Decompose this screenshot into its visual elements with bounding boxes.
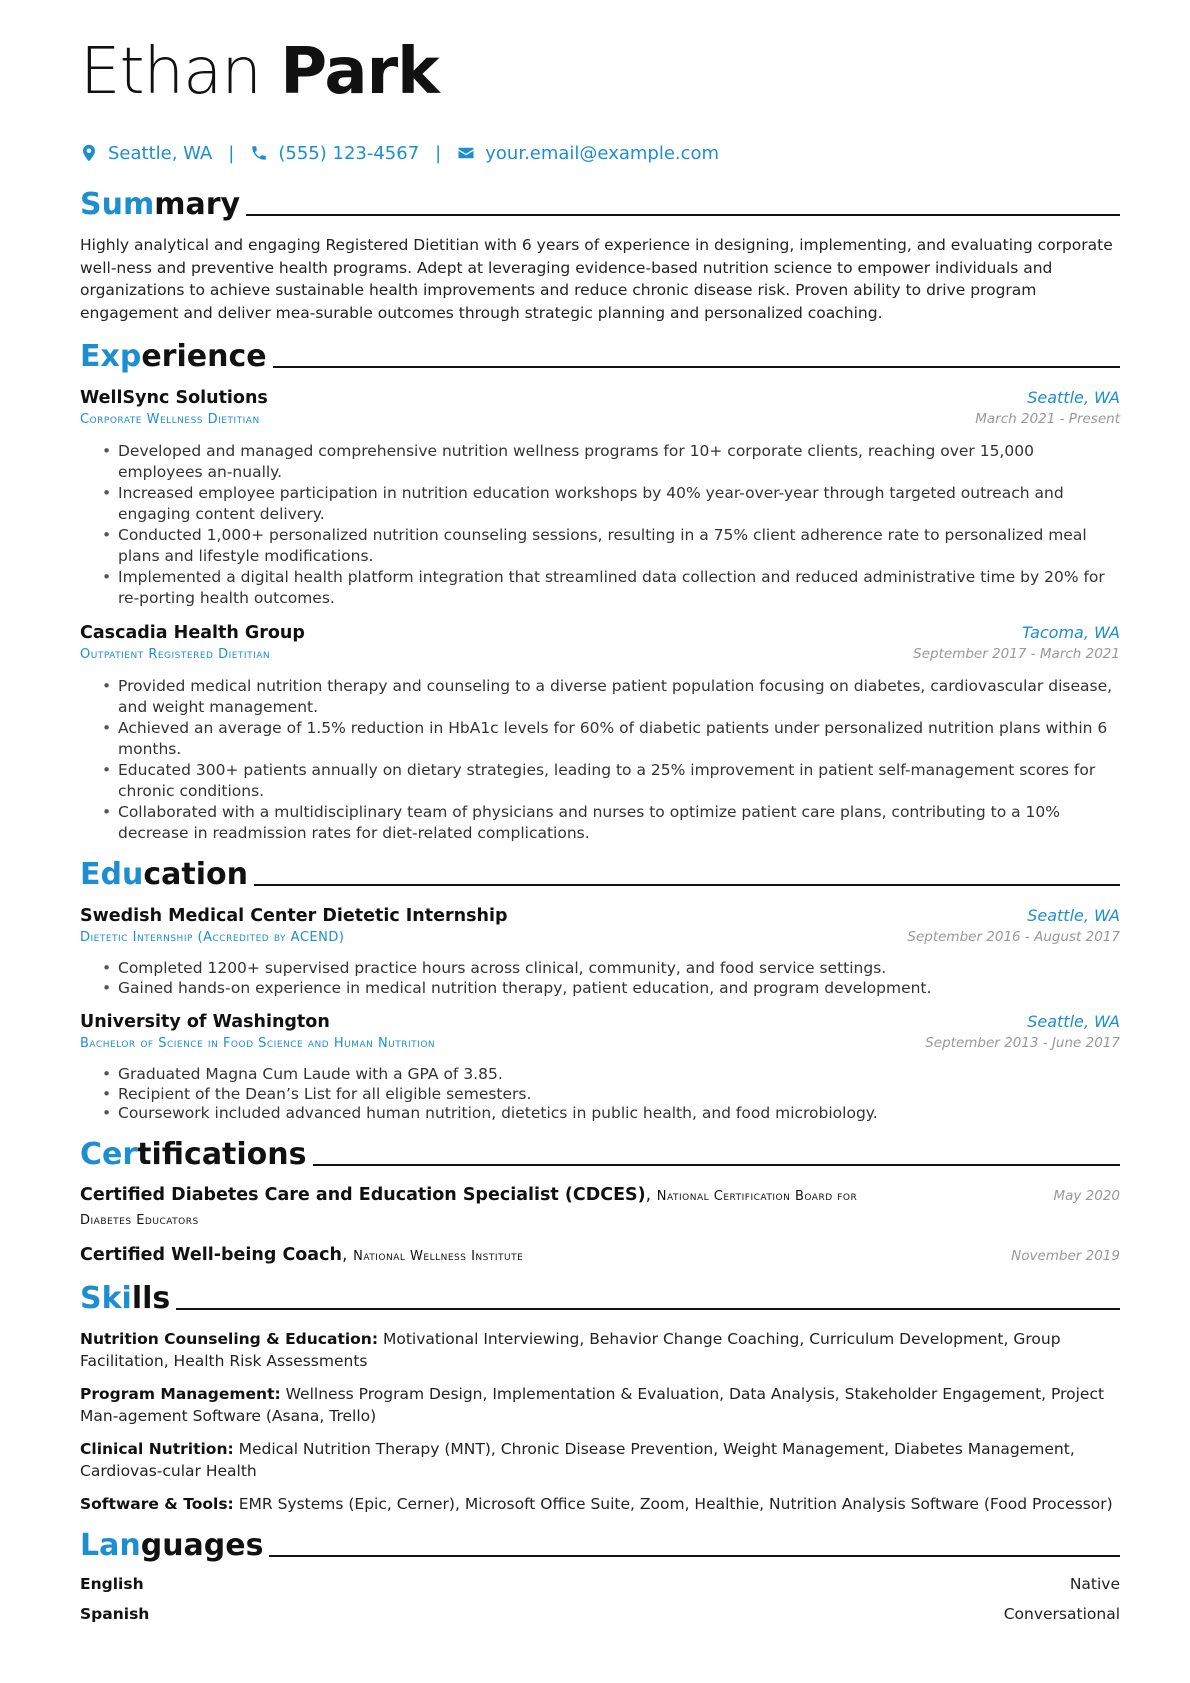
section-rule bbox=[269, 1555, 1120, 1557]
resume-page bbox=[80, 35, 1120, 1623]
heading-accent: Ski bbox=[80, 1280, 132, 1316]
languages-heading bbox=[80, 1525, 1120, 1561]
heading-accent: Lan bbox=[80, 1528, 141, 1563]
list-item: • Conducted 1,000+ personalized nutrition counseling sessions, resulting in a 75% client adherence rate to personalized meal plans and lifestyle modifications. bbox=[102, 525, 1120, 567]
contact-separator: | bbox=[435, 142, 442, 164]
cert-issuer: National Certification Board for Diabetes Educators bbox=[80, 1188, 858, 1228]
skill-row bbox=[80, 1383, 1120, 1428]
phone-text: (555) 123-4567 bbox=[278, 142, 420, 164]
heading-accent: Sum bbox=[80, 187, 155, 222]
experience-entry bbox=[80, 388, 1120, 609]
map-pin-icon bbox=[80, 144, 98, 162]
school-location: Seattle, WA bbox=[1027, 906, 1120, 925]
list-item: • Provided medical nutrition therapy and counseling to a diverse patient population focusing on diabetes, cardiovascular disease, and weight management. bbox=[102, 676, 1120, 718]
heading-rest: mary bbox=[154, 187, 241, 222]
contact-row bbox=[80, 142, 1120, 164]
section-rule bbox=[176, 1308, 1120, 1310]
experience-heading bbox=[80, 336, 1120, 372]
heading-rest: erience bbox=[141, 339, 267, 374]
org-location: Seattle, WA bbox=[1027, 388, 1120, 407]
cert-date: May 2020 bbox=[1053, 1187, 1120, 1204]
skill-row bbox=[80, 1328, 1120, 1373]
skill-label: Nutrition Counseling & Education: bbox=[80, 1329, 379, 1348]
first-name: Ethan bbox=[80, 35, 261, 109]
section-rule bbox=[254, 884, 1120, 886]
education-heading bbox=[80, 854, 1120, 890]
skill-row bbox=[80, 1493, 1120, 1516]
school-name: University of Washington bbox=[80, 1012, 330, 1032]
summary-text: Highly analytical and engaging Registered Dietitian with 6 years of experience in designing, implementing, and evaluating corporate well-ness and preventive health programs. Adept at leveraging evidence-based nutrition science to empower individuals and organizations to achieve sustainable health improvements and reduce chronic disease risk. Proven ability to drive program engagement and deliver mea-surable outcomes through strategic planning and personalized coaching. bbox=[80, 236, 1113, 322]
certification-item bbox=[80, 1184, 1120, 1232]
cert-sep: , bbox=[645, 1184, 657, 1205]
last-name: Park bbox=[280, 35, 439, 109]
heading-rest: lls bbox=[131, 1280, 171, 1316]
degree-title: Dietetic Internship (Accredited by ACEND) bbox=[80, 930, 345, 945]
skill-row bbox=[80, 1438, 1120, 1483]
org-location: Tacoma, WA bbox=[1021, 623, 1120, 642]
language-name: Spanish bbox=[80, 1605, 150, 1623]
education-entry bbox=[80, 906, 1120, 998]
list-item: • Completed 1200+ supervised practice hours across clinical, community, and food service settings. bbox=[102, 959, 1120, 979]
bullet-list bbox=[80, 441, 1120, 609]
certification-item bbox=[80, 1244, 1120, 1268]
certifications-heading bbox=[80, 1134, 1120, 1170]
contact-email[interactable] bbox=[457, 143, 719, 164]
email-text: your.email@example.com bbox=[485, 142, 720, 164]
cert-issuer: National Wellness Institute bbox=[353, 1248, 524, 1264]
education-entry bbox=[80, 1012, 1120, 1124]
bullet-list bbox=[80, 1065, 1120, 1124]
heading-accent: Cer bbox=[80, 1136, 138, 1172]
heading-rest: guages bbox=[140, 1528, 264, 1563]
list-item: • Recipient of the Dean’s List for all eligible semesters. bbox=[102, 1085, 1120, 1105]
list-item: • Coursework included advanced human nutrition, dietetics in public health, and food microbiology. bbox=[102, 1104, 1120, 1124]
skill-label: Software & Tools: bbox=[80, 1494, 234, 1513]
date-range: September 2016 - August 2017 bbox=[907, 929, 1120, 945]
contact-phone[interactable] bbox=[250, 143, 419, 164]
degree-title: Bachelor of Science in Food Science and Human Nutrition bbox=[80, 1036, 436, 1051]
date-range: September 2017 - March 2021 bbox=[913, 646, 1120, 662]
cert-name: Certified Well-being Coach bbox=[80, 1244, 342, 1265]
heading-accent: Exp bbox=[80, 339, 142, 374]
org-name: WellSync Solutions bbox=[80, 388, 268, 408]
list-item: • Graduated Magna Cum Laude with a GPA of 3.85. bbox=[102, 1065, 1120, 1085]
envelope-icon bbox=[457, 144, 475, 162]
language-row bbox=[80, 1605, 1120, 1623]
summary-heading bbox=[80, 184, 1120, 220]
skill-value: EMR Systems (Epic, Cerner), Microsoft Office Suite, Zoom, Healthie, Nutrition Analysis Software (Food Processor) bbox=[238, 1494, 1113, 1513]
language-level: Native bbox=[1069, 1575, 1120, 1593]
experience-entry bbox=[80, 623, 1120, 844]
role-title: Corporate Wellness Dietitian bbox=[80, 412, 260, 427]
cert-sep: , bbox=[341, 1244, 354, 1265]
skill-value: Medical Nutrition Therapy (MNT), Chronic Disease Prevention, Weight Management, Diabetes Management, Cardiovas-cular Health bbox=[80, 1439, 1075, 1480]
list-item: • Gained hands-on experience in medical nutrition therapy, patient education, and program development. bbox=[102, 979, 1120, 999]
list-item: • Increased employee participation in nutrition education workshops by 40% year-over-year through targeted outreach and engaging content delivery. bbox=[102, 483, 1120, 525]
date-range: September 2013 - June 2017 bbox=[925, 1035, 1120, 1051]
school-location: Seattle, WA bbox=[1027, 1012, 1120, 1031]
cert-date: November 2019 bbox=[1011, 1247, 1120, 1264]
contact-location bbox=[80, 143, 212, 164]
skill-value: Wellness Program Design, Implementation & Evaluation, Data Analysis, Stakeholder Engagement, Project Man-agement Software (Asana, Trello) bbox=[80, 1384, 1105, 1425]
candidate-name bbox=[80, 35, 1120, 116]
list-item: • Educated 300+ patients annually on dietary strategies, leading to a 25% improvement in patient self-management scores for chronic conditions. bbox=[102, 760, 1120, 802]
skill-label: Program Management: bbox=[80, 1384, 281, 1403]
skills-heading bbox=[80, 1278, 1120, 1314]
language-row bbox=[80, 1575, 1120, 1593]
list-item: • Collaborated with a multidisciplinary team of physicians and nurses to optimize patient care plans, contributing to a 10% decrease in readmission rates for diet-related complications. bbox=[102, 802, 1120, 844]
skill-value: Motivational Interviewing, Behavior Change Coaching, Curriculum Development, Group Facilitation, Health Risk Assessments bbox=[80, 1329, 1061, 1370]
section-rule bbox=[313, 1164, 1120, 1166]
language-name: English bbox=[80, 1575, 144, 1593]
contact-separator: | bbox=[228, 142, 235, 164]
heading-rest: cation bbox=[143, 857, 248, 892]
location-text: Seattle, WA bbox=[108, 142, 213, 164]
section-rule bbox=[246, 214, 1120, 216]
heading-rest: tifications bbox=[137, 1136, 307, 1172]
org-name: Cascadia Health Group bbox=[80, 623, 305, 643]
date-range: March 2021 - Present bbox=[975, 411, 1120, 427]
heading-accent: Edu bbox=[80, 857, 144, 892]
list-item: • Implemented a digital health platform integration that streamlined data collection and reduced administrative time by 20% for re-porting health outcomes. bbox=[102, 567, 1120, 609]
section-rule bbox=[273, 366, 1120, 368]
list-item: • Achieved an average of 1.5% reduction in HbA1c levels for 60% of diabetic patients under personalized nutrition plans within 6 months. bbox=[102, 718, 1120, 760]
school-name: Swedish Medical Center Dietetic Internship bbox=[80, 906, 508, 926]
cert-name: Certified Diabetes Care and Education Specialist (CDCES) bbox=[80, 1184, 646, 1205]
bullet-list bbox=[80, 959, 1120, 998]
language-level: Conversational bbox=[1003, 1605, 1120, 1623]
phone-icon bbox=[250, 144, 268, 162]
list-item: • Developed and managed comprehensive nutrition wellness programs for 10+ corporate clients, reaching over 15,000 employees an-nually. bbox=[102, 441, 1120, 483]
bullet-list bbox=[80, 676, 1120, 844]
role-title: Outpatient Registered Dietitian bbox=[80, 647, 271, 662]
skill-label: Clinical Nutrition: bbox=[80, 1439, 234, 1458]
